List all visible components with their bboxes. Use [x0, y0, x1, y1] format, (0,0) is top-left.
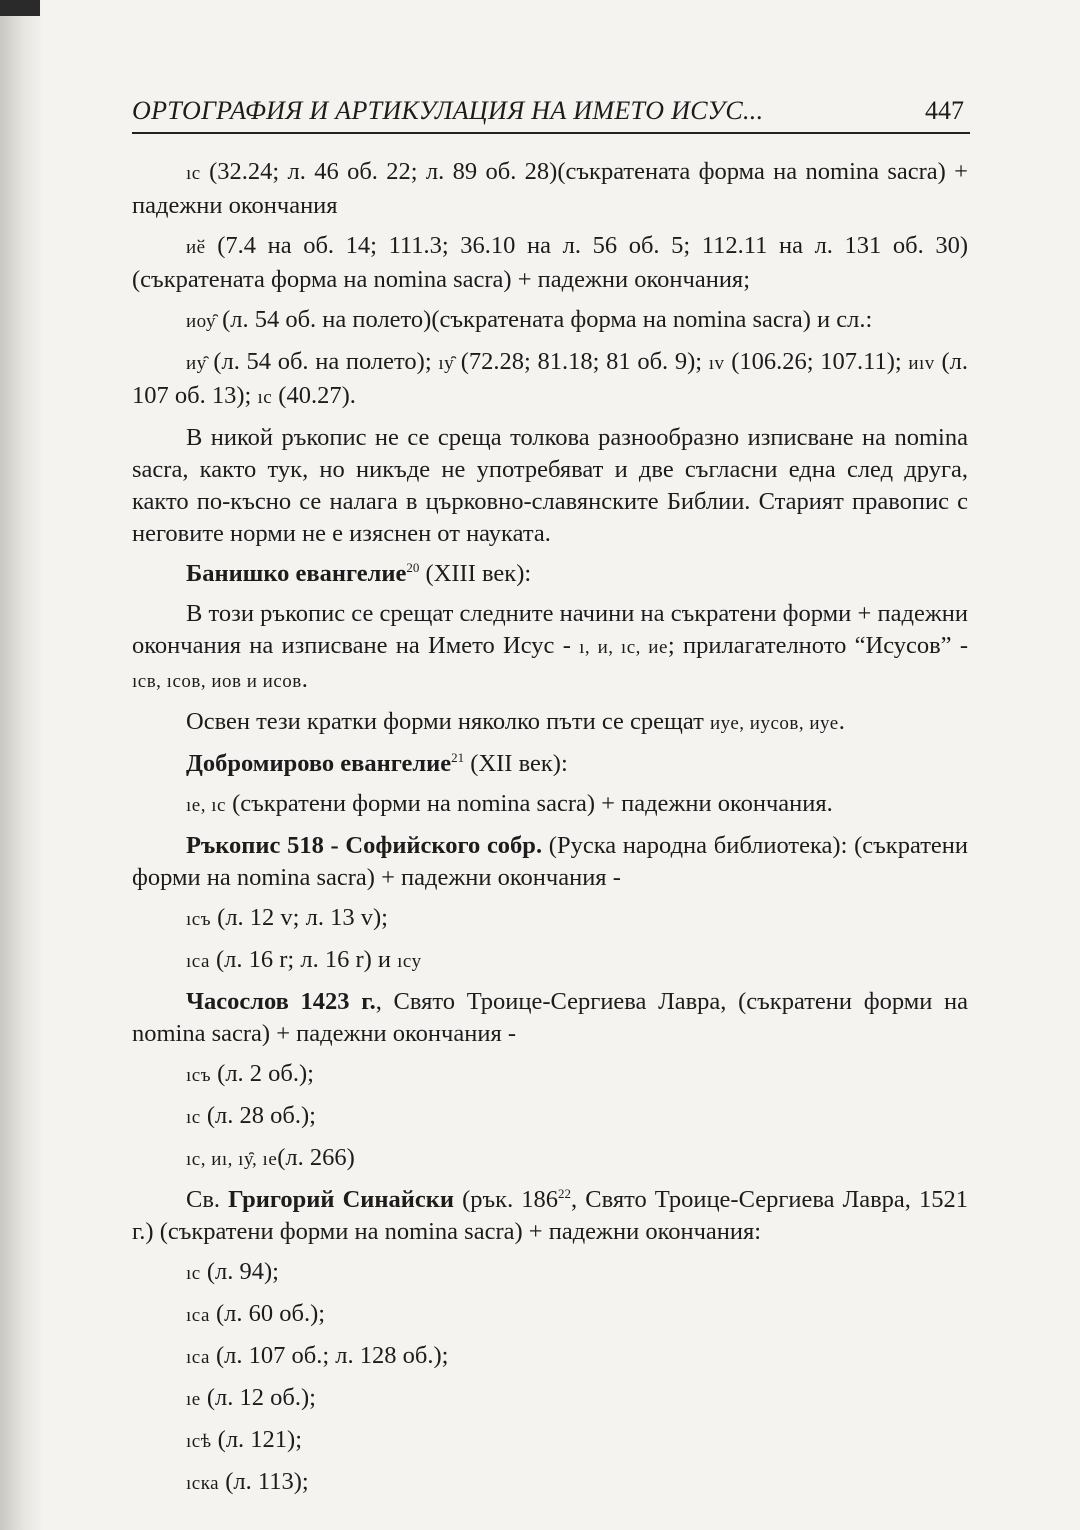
- heading-grigorij: Св. Григорий Синайски (рък. $186^{22}$, Свято Троице-Сергиева Лавра, 1521 г.) (съкратени форми на nomina sacra) + падежни окончания:: [132, 1185, 968, 1245]
- entry-grigorij-5: ıсѣ (л. 121);: [186, 1426, 303, 1453]
- running-header: [132, 92, 970, 134]
- page-body: [132, 156, 968, 1508]
- entry-line-1: ıс (32.24; л. 46 об. 22; л. 89 об. 28)(съкратената форма на nomina sacra) + падежни окончания: [132, 158, 968, 219]
- heading-dobromir: Добромирово евангелие$^{21}$ (XII век):: [186, 749, 568, 777]
- church-slavonic-abbrev: ıс: [186, 163, 201, 184]
- page-binding-shadow: [0, 0, 44, 1530]
- entry-518-1: ıсъ (л. 12 v; л. 13 v);: [186, 904, 388, 931]
- entry-chasoslov-2: ıс (л. 28 об.);: [186, 1102, 316, 1129]
- heading-manuscript-518: Ръкопис 518 - Софийского собр. (Руска народна библиотека): (съкратени форми на nomina sacra) + падежни окончания -: [132, 832, 968, 891]
- entry-line-3: иоу̑ (л. 54 об. на полето)(съкратената форма на nomina sacra) и сл.:: [186, 306, 873, 333]
- paragraph-short-forms: Освен тези кратки форми няколко пъти се срещат иуе, иусов, иуе.: [186, 708, 845, 735]
- heading-chasoslov: Часослов 1423 г., Свято Троице-Сергиева Лавра, (съкратени форми на nomina sacra) + падежни окончания -: [132, 988, 968, 1047]
- heading-banishko: Банишко евангелие$^{20}$ (XIII век):: [186, 559, 532, 587]
- entry-chasoslov-3: ıс, иı, ıу̑, ıе(л. 266): [186, 1144, 355, 1171]
- church-slavonic-abbrev: иӗ: [186, 237, 206, 258]
- entry-line-2: иӗ (7.4 на об. 14; 111.3; 36.10 на л. 56 об. 5; 112.11 на л. 131 об. 30) (съкратената форма на nomina sacra) + падежни окончания;: [132, 232, 968, 293]
- entry-grigorij-1: ıс (л. 94);: [186, 1258, 279, 1285]
- page-number: 447: [925, 96, 964, 125]
- entry-grigorij-3: ıса (л. 107 об.; л. 128 об.);: [186, 1342, 449, 1369]
- church-slavonic-abbrev: иоу̑: [186, 311, 216, 332]
- entry-chasoslov-1: ıсъ (л. 2 об.);: [186, 1060, 314, 1087]
- entry-grigorij-4: ıе (л. 12 об.);: [186, 1384, 316, 1411]
- entry-dobromir: ıе, ıс (съкратени форми на nomina sacra) + падежни окончания.: [186, 790, 833, 817]
- entry-grigorij-2: ıса (л. 60 об.);: [186, 1300, 326, 1327]
- footnote-ref: 22: [558, 1185, 572, 1201]
- running-title: ОРТОГРАФИЯ И АРТИКУЛАЦИЯ НА ИМЕТО ИСУС...: [132, 96, 764, 125]
- entry-line-4: иу̑ (л. 54 об. на полето); ıу̑ (72.28; 81.18; 81 об. 9); ıv (106.26; 107.11); иıv (л. 107 об. 13); ıс (40.27).: [132, 348, 968, 409]
- entry-grigorij-6: ıска (л. 113);: [186, 1468, 309, 1495]
- scan-corner-mark: [0, 0, 40, 16]
- footnote-ref: 20: [406, 559, 420, 575]
- paragraph-nomina-sacra: В никой ръкопис не се среща толкова разнообразно изписване на nomina sacra, както тук, но никъде не употребяват и две съгласни една след друга, както по-късно се налага в църковно-славянските Библии. Старият правопис с неговите норми не е изяснен от науката.: [132, 424, 968, 547]
- footnote-ref: 21: [451, 749, 465, 765]
- entry-518-2: ıса (л. 16 r; л. 16 r) и ıсу: [186, 946, 422, 973]
- paragraph-banishko: В този ръкопис се срещат следните начини на съкратени форми + падежни окончания на изписване на Името Исус - ı, и, ıс, ие; прилагателното “Исусов” - ıсв, ıсов, иов и исов.: [132, 600, 969, 693]
